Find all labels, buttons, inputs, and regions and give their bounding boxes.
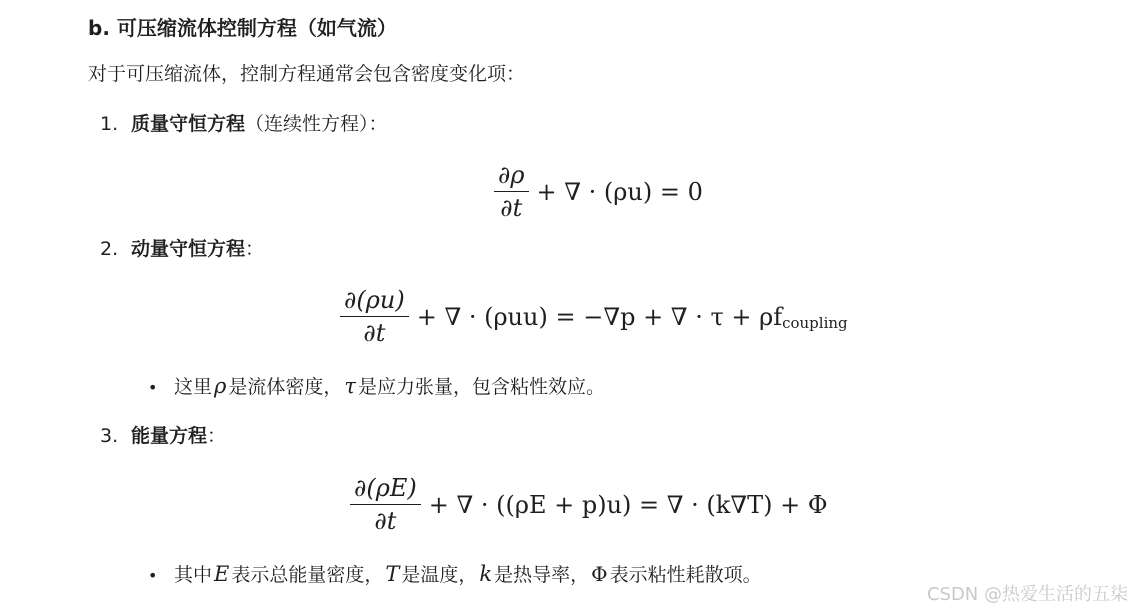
symbol-e: E — [214, 562, 230, 586]
symbol-phi: Φ — [591, 562, 608, 586]
equation-energy — [346, 473, 828, 536]
equation-rhs: + ∇ · (ρu) = 0 — [536, 177, 703, 206]
note-text: 表示总能量密度， — [231, 564, 384, 586]
fraction-denominator: ∂t — [374, 507, 397, 535]
note-energy — [148, 560, 762, 590]
list-item-energy — [100, 422, 226, 450]
section-heading: b. 可压缩流体控制方程（如气流） — [88, 16, 397, 40]
note-text: 是热导率， — [494, 564, 590, 586]
note-text: 其中 — [174, 564, 213, 586]
fraction-numerator: ∂ρ — [494, 160, 529, 192]
fraction-numerator: ∂(ρE) — [350, 473, 421, 505]
symbol-k: k — [479, 562, 493, 586]
equation-mass-conservation — [490, 160, 703, 223]
symbol-tau: τ — [344, 374, 357, 398]
fraction-denominator: ∂t — [500, 194, 523, 222]
watermark: CSDN @热爱生活的五柒 — [926, 584, 1128, 605]
fraction-numerator: ∂(ρu) — [340, 285, 409, 317]
symbol-t: T — [385, 562, 400, 586]
list-item-mass — [100, 110, 388, 138]
note-text: 表示粘性耗散项。 — [609, 564, 762, 586]
equation-rhs: + ∇ · ((ρE + p)u) = ∇ · (k∇T) + Φ — [428, 490, 828, 519]
item-suffix: （连续性方程）： — [245, 113, 388, 135]
equation-subscript: coupling — [782, 313, 848, 332]
fraction — [494, 160, 529, 223]
equation-momentum-conservation — [336, 285, 848, 348]
symbol-rho: ρ — [214, 374, 227, 398]
list-item-momentum — [100, 235, 264, 263]
bullet-dot: • — [148, 378, 158, 397]
note-text: 是流体密度， — [228, 376, 343, 398]
fraction — [340, 285, 409, 348]
item-title-mass-conservation: 质量守恒方程 — [131, 113, 246, 135]
item-number: 1. — [100, 113, 119, 135]
item-number: 2. — [100, 238, 119, 260]
note-text: 是应力张量，包含粘性效应。 — [358, 376, 606, 398]
item-suffix: ： — [207, 425, 227, 447]
fraction — [350, 473, 421, 536]
note-text: 这里 — [174, 376, 213, 398]
bullet-dot: • — [148, 566, 158, 585]
note-text: 是温度， — [401, 564, 478, 586]
item-title-momentum-conservation: 动量守恒方程 — [131, 238, 246, 260]
item-title-energy-equation: 能量方程 — [131, 425, 208, 447]
fraction-denominator: ∂t — [363, 319, 386, 347]
note-momentum — [148, 372, 605, 402]
intro-text: 对于可压缩流体，控制方程通常会包含密度变化项： — [88, 63, 526, 85]
item-suffix: ： — [245, 238, 265, 260]
equation-rhs: + ∇ · (ρuu) = −∇p + ∇ · τ + ρf — [416, 302, 783, 331]
item-number: 3. — [100, 425, 119, 447]
